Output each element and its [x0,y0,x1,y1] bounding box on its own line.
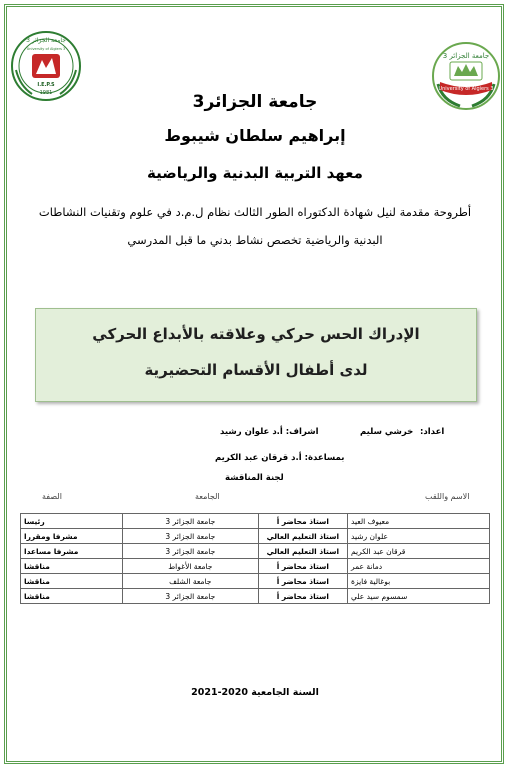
academic-year: السنة الجامعية 2020-2021 [191,687,319,698]
header-status: الصفة [42,492,62,501]
status-cell: رئيسا [21,514,123,529]
assistant-supervisor: بمساعدة: أ.د قرقان عبد الكريم [215,453,345,463]
name-cell: دمانة عمر [348,559,490,574]
university-cell: جامعة الشلف [123,574,259,589]
rank-cell: استاذ محاضر أ [258,559,347,574]
right-logo-top-text: جامعة الجزائر 3 [442,52,490,60]
institute-name: معهد التربية البدنية والرياضية [147,164,363,182]
rank-cell: استاذ التعليم العالي [258,529,347,544]
university-name: جامعة الجزائر3 [192,92,318,112]
status-cell: مشرفا ومقررا [21,529,123,544]
supervisor: اشراف: أ.د علوان رشيد [220,427,319,437]
name-cell: بوغالية فايزة [348,574,490,589]
table-row [21,574,490,589]
university-cell: جامعة الأغواط [123,559,259,574]
table-row [21,589,490,604]
left-logo-sub-text: University of Algiers 3 [26,47,66,51]
thesis-title-box [35,308,477,402]
university-cell: جامعة الجزائر 3 [123,589,259,604]
thesis-description-line2: البدنية والرياضية تخصص نشاط بدني ما قبل المدرسي [127,233,383,247]
right-logo-ribbon-text: University of Algiers 3 [438,86,494,92]
university-cell: جامعة الجزائر 3 [123,529,259,544]
left-logo-top-text: جامعة الجزائر 3 [26,37,66,44]
table-row [21,514,490,529]
status-cell: مناقشا [21,559,123,574]
status-cell: مناقشا [21,589,123,604]
name-cell: معيوف العيد [348,514,490,529]
rank-cell: استاذ التعليم العالي [258,544,347,559]
table-row [21,529,490,544]
committee-heading: لجنة المناقشة [225,473,284,483]
thesis-title-line1: الإدراك الحس حركي وعلاقته بالأبداع الحركي [92,325,420,343]
prepared-by-label: اعداد: [420,427,445,437]
table-row [21,559,490,574]
thesis-description-line1: أطروحة مقدمة لنيل شهادة الدكتوراه الطور الثالث نظام ل.م.د في علوم وتقنيات النشاطات [38,205,472,219]
university-cell: جامعة الجزائر 3 [123,544,259,559]
table-row [21,544,490,559]
status-cell: مناقشا [21,574,123,589]
header-name: الاسم واللقب [425,492,470,501]
jury-table [20,513,490,604]
rank-cell: استاذ محاضر أ [258,514,347,529]
name-cell: علوان رشيد [348,529,490,544]
university-cell: جامعة الجزائر 3 [123,514,259,529]
left-logo-emblem-text: I.E.P.S [37,82,55,88]
name-cell: سمسوم سيد علي [348,589,490,604]
left-logo-year: 1981 [39,90,53,96]
name-cell: قرقان عبد الكريم [348,544,490,559]
person-name: إبراهيم سلطان شيبوط [164,126,346,145]
prepared-by-name: خرشي سليم [360,427,414,437]
thesis-title-line2: لدى أطفال الأقسام التحضيرية [144,361,368,379]
header-university: الجامعة [195,492,220,501]
rank-cell: استاذ محاضر أ [258,574,347,589]
status-cell: مشرفا مساعدا [21,544,123,559]
rank-cell: استاذ محاضر أ [258,589,347,604]
